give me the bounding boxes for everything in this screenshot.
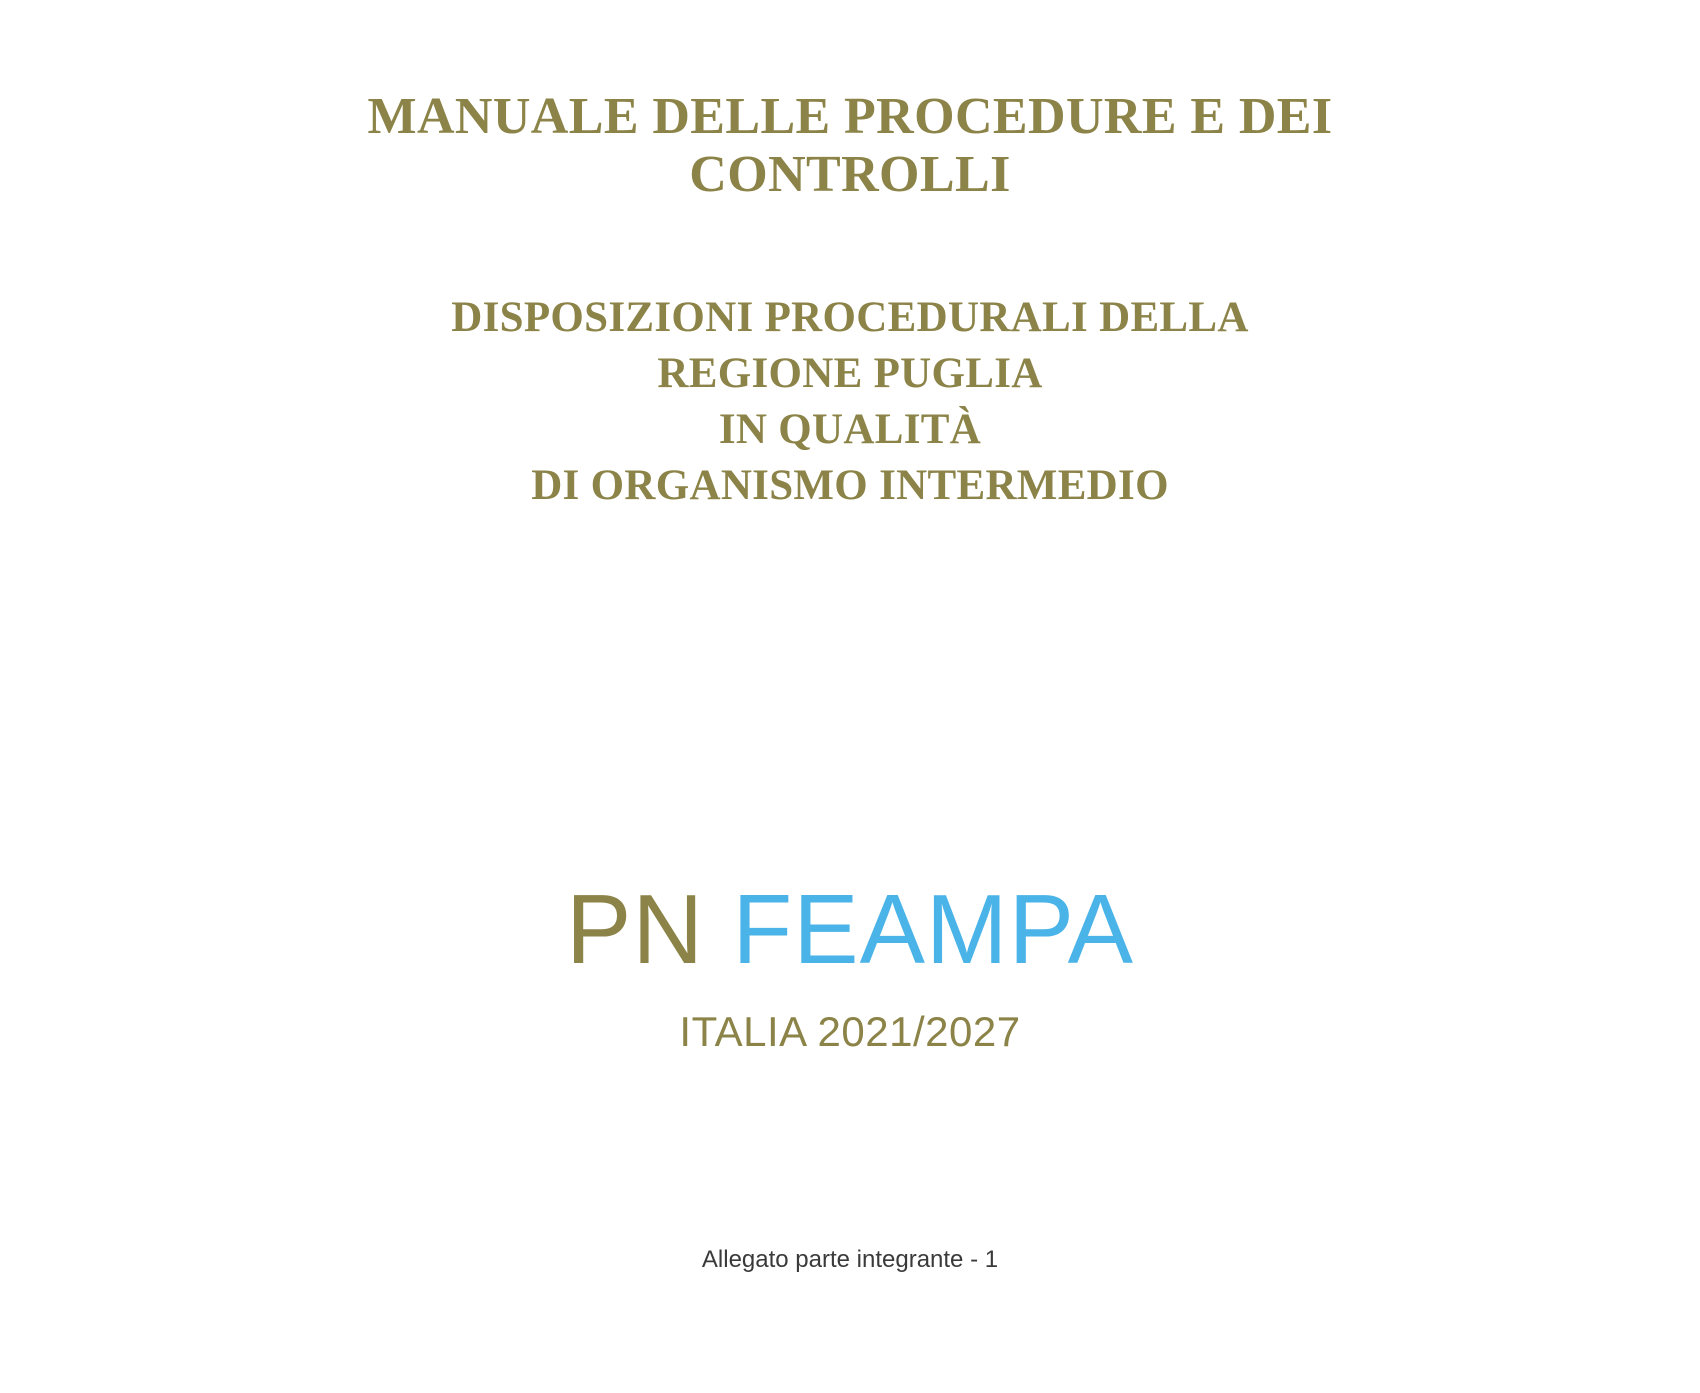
title-spacer <box>0 204 1700 290</box>
program-logo <box>0 874 1700 984</box>
program-logo-block <box>0 874 1700 1056</box>
logo-programme-period: ITALIA 2021/2027 <box>679 1008 1021 1055</box>
logo-text-feampa: FEAMPA <box>732 874 1135 984</box>
document-subtitle-line-4: DI ORGANISMO INTERMEDIO <box>531 462 1169 510</box>
document-subtitle <box>250 290 1450 514</box>
title-block <box>0 88 1700 514</box>
document-title-line-2: CONTROLLI <box>689 146 1011 204</box>
document-title <box>260 88 1440 204</box>
document-subtitle-line-3: IN QUALITÀ <box>718 406 982 454</box>
page-footer: Allegato parte integrante - 1 <box>701 1246 999 1273</box>
document-subtitle-line-2: REGIONE PUGLIA <box>657 350 1043 398</box>
logo-text-pn: PN <box>565 874 705 984</box>
document-subtitle-line-1: DISPOSIZIONI PROCEDURALI DELLA <box>451 294 1249 342</box>
document-title-line-1: MANUALE DELLE PROCEDURE E DEI <box>367 88 1333 145</box>
